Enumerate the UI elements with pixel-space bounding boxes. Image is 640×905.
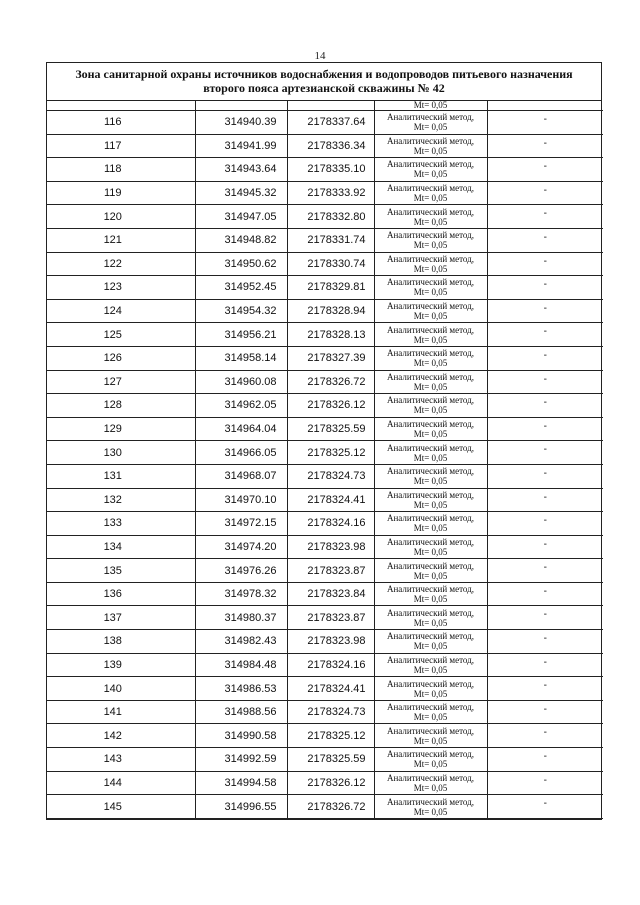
- y-coordinate-cell: 2178332.80: [287, 205, 374, 229]
- point-number-cell: 132: [47, 488, 195, 512]
- point-number-cell: 125: [47, 323, 195, 347]
- method-label: Аналитический метод,: [386, 631, 475, 642]
- method-cell: [374, 653, 487, 677]
- coordinates-table-body: [47, 101, 603, 818]
- x-coordinate-cell: 314954.32: [195, 299, 287, 323]
- x-coordinate-cell: 314974.20: [195, 535, 287, 559]
- accuracy-label: Mt= 0,05: [413, 358, 448, 369]
- point-number-cell: 118: [47, 158, 195, 182]
- x-coordinate-cell: 314988.56: [195, 700, 287, 724]
- accuracy-label: Mt= 0,05: [413, 641, 448, 652]
- note-cell: -: [487, 158, 603, 182]
- x-coordinate-cell: 314952.45: [195, 276, 287, 300]
- table-row: [47, 299, 603, 323]
- method-label: Аналитический метод,: [386, 772, 475, 783]
- accuracy-label: Mt= 0,05: [413, 523, 448, 534]
- method-label: Аналитический метод,: [386, 607, 475, 618]
- method-cell: [374, 441, 487, 465]
- x-coordinate-cell: 314994.58: [195, 771, 287, 795]
- method-label: Аналитический метод,: [386, 277, 475, 288]
- x-coordinate-cell: 314982.43: [195, 630, 287, 654]
- point-number-cell: 121: [47, 228, 195, 252]
- note-cell: -: [487, 748, 603, 772]
- point-number-cell: 144: [47, 771, 195, 795]
- method-cell: [374, 771, 487, 795]
- table-row: [47, 559, 603, 583]
- method-cell: [374, 181, 487, 205]
- method-label: Аналитический метод,: [386, 584, 475, 595]
- x-coordinate-cell: 314962.05: [195, 394, 287, 418]
- method-cell: [374, 700, 487, 724]
- table-row: [47, 795, 603, 819]
- y-coordinate-cell: 2178324.73: [287, 700, 374, 724]
- point-number-cell: 137: [47, 606, 195, 630]
- x-coordinate-cell: 314960.08: [195, 370, 287, 394]
- accuracy-label: Mt= 0,05: [413, 782, 448, 793]
- method-cell: [374, 276, 487, 300]
- y-coordinate-cell: 2178326.12: [287, 771, 374, 795]
- x-coordinate-cell: 314992.59: [195, 748, 287, 772]
- accuracy-label: Mt= 0,05: [413, 193, 448, 204]
- point-number-cell: 127: [47, 370, 195, 394]
- method-cell: [374, 252, 487, 276]
- x-coordinate-cell: 314996.55: [195, 795, 287, 819]
- note-cell: -: [487, 205, 603, 229]
- table-title: [47, 63, 601, 101]
- accuracy-label: Mt= 0,05: [413, 617, 448, 628]
- note-cell: -: [487, 488, 603, 512]
- point-number-cell: 128: [47, 394, 195, 418]
- table-row: [47, 158, 603, 182]
- note-cell: -: [487, 417, 603, 441]
- method-cell: [374, 582, 487, 606]
- x-coordinate-cell: 314966.05: [195, 441, 287, 465]
- coordinates-table: [47, 101, 603, 819]
- method-label: Аналитический метод,: [386, 678, 475, 689]
- method-label: Аналитический метод,: [386, 513, 475, 524]
- note-cell: -: [487, 464, 603, 488]
- y-coordinate-cell: 2178328.13: [287, 323, 374, 347]
- point-number-cell: 145: [47, 795, 195, 819]
- accuracy-label: Mt= 0,05: [413, 712, 448, 723]
- note-cell: -: [487, 559, 603, 583]
- accuracy-label: Mt= 0,05: [413, 429, 448, 440]
- accuracy-label: Mt= 0,05: [413, 735, 448, 746]
- x-coordinate-cell: 314984.48: [195, 653, 287, 677]
- x-coordinate-cell: 314972.15: [195, 512, 287, 536]
- method-label: Аналитический метод,: [386, 230, 475, 241]
- page-number: 14: [314, 50, 326, 62]
- y-coordinate-cell: 2178331.74: [287, 228, 374, 252]
- point-number-cell: 119: [47, 181, 195, 205]
- table-row: [47, 582, 603, 606]
- accuracy-label: Mt= 0,05: [413, 240, 448, 251]
- y-coordinate-cell: 2178323.87: [287, 559, 374, 583]
- y-coordinate-cell: 2178337.64: [287, 111, 374, 135]
- y-coordinate-cell: 2178324.73: [287, 464, 374, 488]
- point-number-cell: 129: [47, 417, 195, 441]
- point-number-cell: 131: [47, 464, 195, 488]
- method-cell: [374, 724, 487, 748]
- method-label: Аналитический метод,: [386, 725, 475, 736]
- y-coordinate-cell: 2178324.41: [287, 488, 374, 512]
- table-row: [47, 346, 603, 370]
- x-coordinate-cell: 314945.32: [195, 181, 287, 205]
- method-cell: [374, 512, 487, 536]
- point-number-cell: 135: [47, 559, 195, 583]
- title-line-2: второго пояса артезианской скважины № 42: [203, 81, 445, 95]
- method-cell: [374, 205, 487, 229]
- point-number-cell: 124: [47, 299, 195, 323]
- y-coordinate-cell: 2178326.72: [287, 370, 374, 394]
- method-label: Аналитический метод,: [386, 654, 475, 665]
- note-cell: -: [487, 111, 603, 135]
- table-row: [47, 252, 603, 276]
- y-coordinate-cell: 2178325.59: [287, 748, 374, 772]
- table-row: [47, 370, 603, 394]
- note-cell: -: [487, 299, 603, 323]
- accuracy-label: Mt= 0,05: [413, 287, 448, 298]
- table-row: [47, 535, 603, 559]
- accuracy-label: Mt= 0,05: [413, 169, 448, 180]
- x-coordinate-cell: 314943.64: [195, 158, 287, 182]
- accuracy-label: Mt= 0,05: [413, 546, 448, 557]
- table-row: [47, 748, 603, 772]
- method-label: Аналитический метод,: [386, 466, 475, 477]
- note-cell: -: [487, 276, 603, 300]
- x-coordinate-cell: 314970.10: [195, 488, 287, 512]
- x-coordinate-cell: 314947.05: [195, 205, 287, 229]
- y-coordinate-cell: 2178324.41: [287, 677, 374, 701]
- note-cell: -: [487, 606, 603, 630]
- method-label: Аналитический метод,: [386, 536, 475, 547]
- x-coordinate-cell: 314986.53: [195, 677, 287, 701]
- method-label: Аналитический метод,: [386, 301, 475, 312]
- method-cell: [374, 630, 487, 654]
- table-row: [47, 134, 603, 158]
- table-row: [47, 441, 603, 465]
- accuracy-label: Mt= 0,05: [413, 688, 448, 699]
- method-cell: [374, 323, 487, 347]
- y-coordinate-cell: 2178329.81: [287, 276, 374, 300]
- method-cell: [374, 228, 487, 252]
- table-row: [47, 181, 603, 205]
- table-row: [47, 417, 603, 441]
- table-row: [47, 606, 603, 630]
- x-coordinate-cell: 314968.07: [195, 464, 287, 488]
- method-cell: [374, 606, 487, 630]
- y-coordinate-cell: 2178325.12: [287, 724, 374, 748]
- note-cell: -: [487, 724, 603, 748]
- accuracy-label: Mt= 0,05: [413, 263, 448, 274]
- point-number-cell: 138: [47, 630, 195, 654]
- x-coordinate-cell: 314956.21: [195, 323, 287, 347]
- note-cell: -: [487, 677, 603, 701]
- x-coordinate-cell: 314980.37: [195, 606, 287, 630]
- method-cell: [374, 346, 487, 370]
- y-coordinate-cell: 2178327.39: [287, 346, 374, 370]
- accuracy-label: Mt= 0,05: [413, 570, 448, 581]
- method-label: Аналитический метод,: [386, 702, 475, 713]
- y-coordinate-cell: 2178336.34: [287, 134, 374, 158]
- point-number-cell: 141: [47, 700, 195, 724]
- method-cell: [374, 488, 487, 512]
- point-number-cell: 116: [47, 111, 195, 135]
- cell-empty: [47, 101, 195, 111]
- y-coordinate-cell: 2178328.94: [287, 299, 374, 323]
- point-number-cell: 130: [47, 441, 195, 465]
- continuation-row: [47, 101, 603, 111]
- table-row: [47, 394, 603, 418]
- x-coordinate-cell: 314964.04: [195, 417, 287, 441]
- method-cell: [374, 559, 487, 583]
- point-number-cell: 126: [47, 346, 195, 370]
- note-cell: -: [487, 441, 603, 465]
- y-coordinate-cell: 2178323.98: [287, 535, 374, 559]
- method-label: Аналитический метод,: [386, 442, 475, 453]
- table-row: [47, 323, 603, 347]
- accuracy-label: Mt= 0,05: [413, 452, 448, 463]
- x-coordinate-cell: 314948.82: [195, 228, 287, 252]
- table-row: [47, 111, 603, 135]
- x-coordinate-cell: 314940.39: [195, 111, 287, 135]
- method-cell: [374, 535, 487, 559]
- note-cell: -: [487, 795, 603, 819]
- table-row: [47, 677, 603, 701]
- y-coordinate-cell: 2178323.87: [287, 606, 374, 630]
- note-cell: -: [487, 535, 603, 559]
- table-row: [47, 512, 603, 536]
- point-number-cell: 143: [47, 748, 195, 772]
- method-label: Аналитический метод,: [386, 749, 475, 760]
- note-cell: -: [487, 771, 603, 795]
- x-coordinate-cell: 314958.14: [195, 346, 287, 370]
- method-label: Аналитический метод,: [386, 183, 475, 194]
- note-cell: -: [487, 653, 603, 677]
- method-cell: [374, 795, 487, 819]
- accuracy-label: Mt= 0,05: [413, 476, 448, 487]
- note-cell: -: [487, 228, 603, 252]
- accuracy-label: Mt= 0,05: [413, 334, 448, 345]
- method-label: Аналитический метод,: [386, 206, 475, 217]
- y-coordinate-cell: 2178326.72: [287, 795, 374, 819]
- table-row: [47, 630, 603, 654]
- y-coordinate-cell: 2178323.98: [287, 630, 374, 654]
- method-cell: [374, 158, 487, 182]
- x-coordinate-cell: 314976.26: [195, 559, 287, 583]
- accuracy-label: Mt= 0,05: [413, 122, 448, 133]
- cell-empty: [487, 101, 603, 111]
- x-coordinate-cell: 314978.32: [195, 582, 287, 606]
- point-number-cell: 140: [47, 677, 195, 701]
- title-line-1: Зона санитарной охраны источников водоснабжения и водопроводов питьевого назначения: [75, 67, 573, 81]
- accuracy-label: Mt= 0,05: [413, 594, 448, 605]
- table-row: [47, 724, 603, 748]
- accuracy-label: Mt= 0,05: [413, 499, 448, 510]
- accuracy-label: Mt= 0,05: [413, 216, 448, 227]
- x-coordinate-cell: 314941.99: [195, 134, 287, 158]
- accuracy-label: Mt= 0,05: [413, 664, 448, 675]
- method-label: Аналитический метод,: [386, 253, 475, 264]
- method-cell: [374, 134, 487, 158]
- method-label: Аналитический метод,: [386, 395, 475, 406]
- table-row: [47, 276, 603, 300]
- method-label: Аналитический метод,: [386, 419, 475, 430]
- y-coordinate-cell: 2178324.16: [287, 653, 374, 677]
- note-cell: -: [487, 323, 603, 347]
- note-cell: -: [487, 700, 603, 724]
- note-cell: -: [487, 582, 603, 606]
- y-coordinate-cell: 2178323.84: [287, 582, 374, 606]
- cell-empty: [287, 101, 374, 111]
- y-coordinate-cell: 2178333.92: [287, 181, 374, 205]
- accuracy-label: Mt= 0,05: [413, 405, 448, 416]
- y-coordinate-cell: 2178326.12: [287, 394, 374, 418]
- method-label: Аналитический метод,: [386, 159, 475, 170]
- method-cell: [374, 299, 487, 323]
- accuracy-label: Mt= 0,05: [413, 311, 448, 322]
- table-row: [47, 205, 603, 229]
- accuracy-label: Mt= 0,05: [413, 145, 448, 156]
- y-coordinate-cell: 2178335.10: [287, 158, 374, 182]
- note-cell: -: [487, 181, 603, 205]
- point-number-cell: 133: [47, 512, 195, 536]
- point-number-cell: 120: [47, 205, 195, 229]
- point-number-cell: 123: [47, 276, 195, 300]
- x-coordinate-cell: 314950.62: [195, 252, 287, 276]
- x-coordinate-cell: 314990.58: [195, 724, 287, 748]
- table-row: [47, 228, 603, 252]
- y-coordinate-cell: 2178325.59: [287, 417, 374, 441]
- point-number-cell: 142: [47, 724, 195, 748]
- method-label: Аналитический метод,: [386, 489, 475, 500]
- note-cell: -: [487, 370, 603, 394]
- table-row: [47, 771, 603, 795]
- table-row: [47, 488, 603, 512]
- note-cell: -: [487, 630, 603, 654]
- point-number-cell: 122: [47, 252, 195, 276]
- method-cell: [374, 394, 487, 418]
- point-number-cell: 136: [47, 582, 195, 606]
- note-cell: -: [487, 512, 603, 536]
- method-label: Аналитический метод,: [386, 135, 475, 146]
- accuracy-label: Mt= 0,05: [413, 759, 448, 770]
- y-coordinate-cell: 2178324.16: [287, 512, 374, 536]
- method-cell: [374, 464, 487, 488]
- note-cell: -: [487, 134, 603, 158]
- coordinates-sheet: [46, 62, 602, 820]
- point-number-cell: 134: [47, 535, 195, 559]
- method-label: Аналитический метод,: [386, 324, 475, 335]
- accuracy-label: Mt= 0,05: [413, 806, 448, 817]
- method-cell: [374, 370, 487, 394]
- cell-accuracy: Mt= 0,05: [374, 101, 487, 111]
- cell-empty: [195, 101, 287, 111]
- method-cell: [374, 111, 487, 135]
- method-label: Аналитический метод,: [386, 112, 475, 123]
- accuracy-label: Mt= 0,05: [413, 381, 448, 392]
- method-label: Аналитический метод,: [386, 348, 475, 359]
- table-row: [47, 700, 603, 724]
- y-coordinate-cell: 2178330.74: [287, 252, 374, 276]
- note-cell: -: [487, 346, 603, 370]
- method-label: Аналитический метод,: [386, 560, 475, 571]
- point-number-cell: 139: [47, 653, 195, 677]
- y-coordinate-cell: 2178325.12: [287, 441, 374, 465]
- method-label: Аналитический метод,: [386, 796, 475, 807]
- point-number-cell: 117: [47, 134, 195, 158]
- note-cell: -: [487, 252, 603, 276]
- note-cell: -: [487, 394, 603, 418]
- method-cell: [374, 748, 487, 772]
- table-row: [47, 464, 603, 488]
- method-cell: [374, 417, 487, 441]
- method-label: Аналитический метод,: [386, 371, 475, 382]
- table-row: [47, 653, 603, 677]
- method-cell: [374, 677, 487, 701]
